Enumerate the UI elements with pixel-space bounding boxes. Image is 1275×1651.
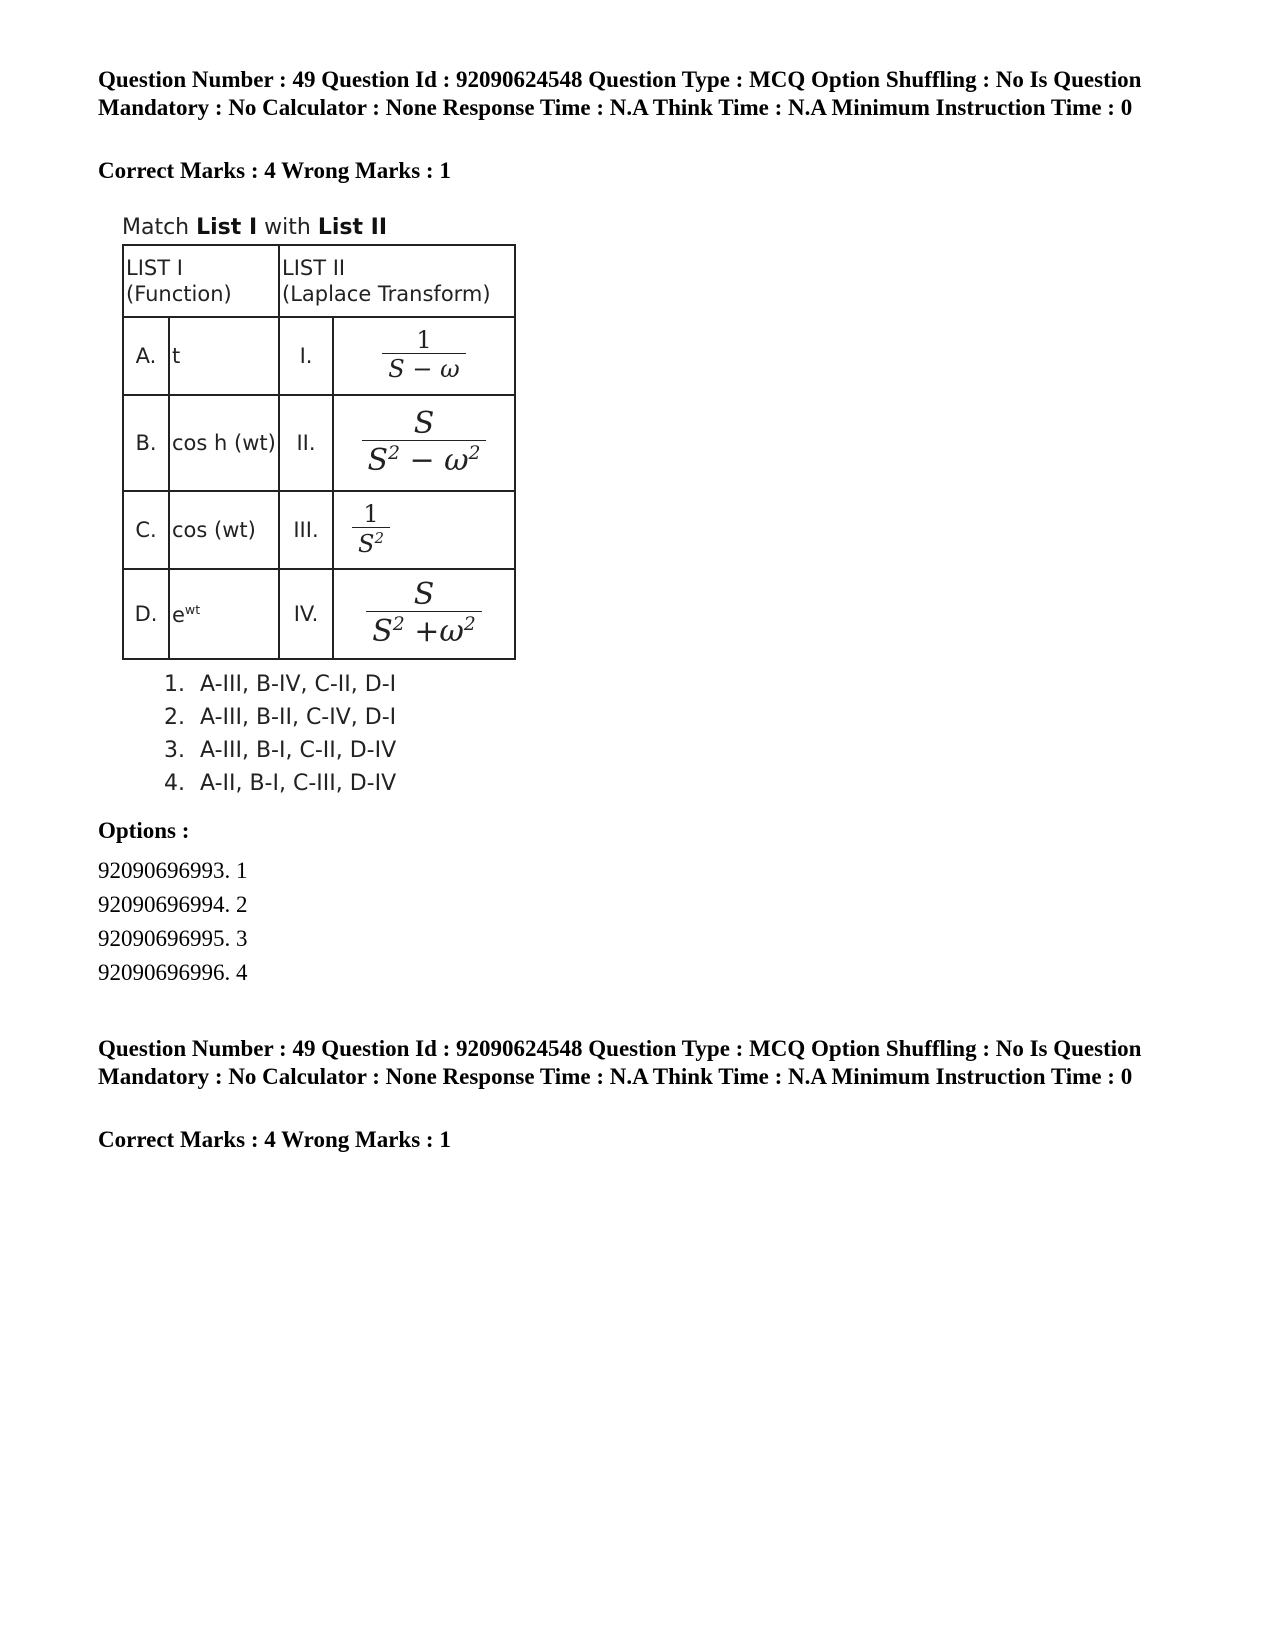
row-function: cos h (wt) xyxy=(169,395,279,491)
options-list xyxy=(98,854,248,990)
option-item: 92090696995. 3 xyxy=(98,926,248,951)
match-instruction: Match List I with List II xyxy=(122,215,388,240)
row-transform: $\frac{1}{S - \omega}$ xyxy=(333,317,515,395)
question-image xyxy=(122,214,516,800)
question-meta-repeat: Question Number : 49 Question Id : 92090624548 Question Type : MCQ Option Shuffling : No Is Question Mandatory : No Calculator : None Response Time : N.A Think Time : N.A Minimum Instruction Time : 0 xyxy=(98,1036,1142,1089)
row-transform: $\frac{S}{S^2 +\omega^2}$ xyxy=(333,569,515,659)
options-title: Options : xyxy=(98,818,190,843)
row-function: t xyxy=(169,317,279,395)
match-table xyxy=(122,244,516,660)
row-transform: $\frac{S}{S^2 - \omega^2}$ xyxy=(333,395,515,491)
table-row xyxy=(123,317,515,395)
table-row xyxy=(123,395,515,491)
row-roman: II. xyxy=(279,395,333,491)
question-marks-repeat: Correct Marks : 4 Wrong Marks : 1 xyxy=(98,1127,451,1152)
table-row xyxy=(123,491,515,569)
option-item: 92090696996. 4 xyxy=(98,960,248,985)
row-letter: C. xyxy=(123,491,169,569)
question-marks: Correct Marks : 4 Wrong Marks : 1 xyxy=(98,158,451,183)
row-roman: I. xyxy=(279,317,333,395)
row-roman: IV. xyxy=(279,569,333,659)
list-item: 1. A-III, B-IV, C-II, D-I xyxy=(192,668,516,701)
row-letter: D. xyxy=(123,569,169,659)
row-letter: A. xyxy=(123,317,169,395)
match-choices xyxy=(122,668,516,800)
row-transform: $\frac{1}{S^2}$ xyxy=(333,491,515,569)
row-roman: III. xyxy=(279,491,333,569)
option-item: 92090696994. 2 xyxy=(98,892,248,917)
list1-header: LIST I (Function) xyxy=(123,245,279,317)
option-item: 92090696993. 1 xyxy=(98,858,248,883)
row-function: cos (wt) xyxy=(169,491,279,569)
question-meta: Question Number : 49 Question Id : 92090624548 Question Type : MCQ Option Shuffling : No Is Question Mandatory : No Calculator : None Response Time : N.A Think Time : N.A Minimum Instruction Time : 0 xyxy=(98,67,1142,120)
list2-header: LIST II (Laplace Transform) xyxy=(279,245,515,317)
row-function: $e^{wt}$ xyxy=(169,569,279,659)
table-header-row xyxy=(123,245,515,317)
table-row xyxy=(123,569,515,659)
list-item: 2. A-III, B-II, C-IV, D-I xyxy=(192,701,516,734)
list-item: 3. A-III, B-I, C-II, D-IV xyxy=(192,734,516,767)
list-item: 4. A-II, B-I, C-III, D-IV xyxy=(192,767,516,800)
row-letter: B. xyxy=(123,395,169,491)
